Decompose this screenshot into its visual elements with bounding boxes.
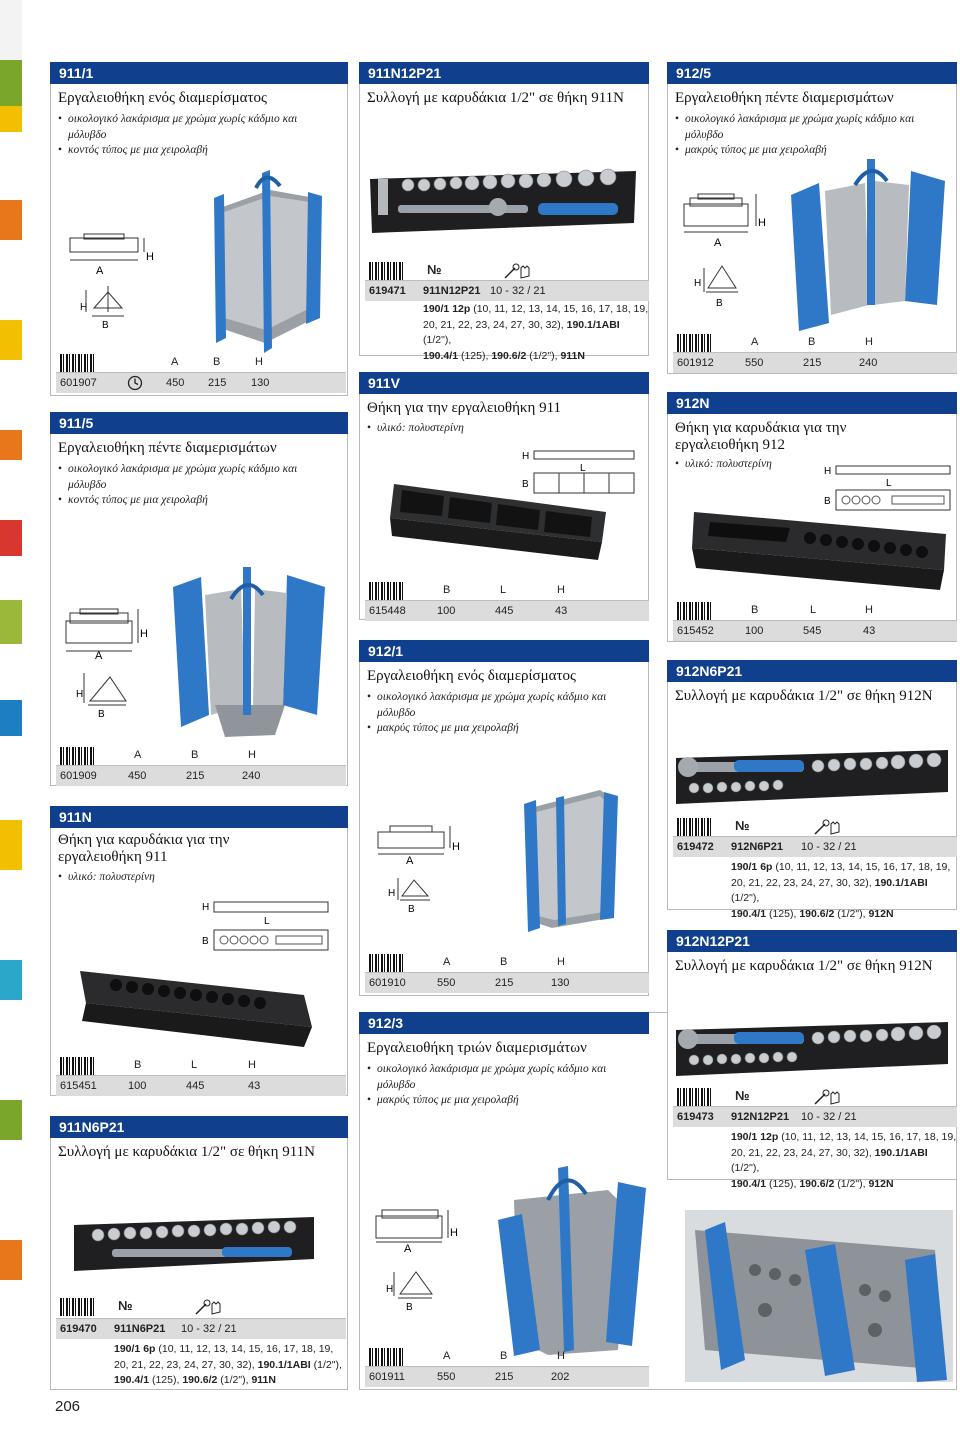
product-title-line: εργαλειοθήκη 911 bbox=[58, 849, 168, 865]
article-number: 601910 bbox=[369, 977, 406, 989]
feature-item: • υλικό: πολυστερίνη bbox=[58, 870, 155, 886]
col-h-header: H bbox=[865, 604, 873, 616]
feature-list bbox=[58, 870, 155, 886]
col-b-header: B bbox=[500, 956, 508, 968]
barcode-icon bbox=[369, 954, 403, 972]
feature-item: • υλικό: πολυστερίνη bbox=[675, 457, 772, 473]
svg-text:B: B bbox=[202, 936, 209, 947]
barcode-icon bbox=[60, 354, 94, 372]
set-table bbox=[673, 1086, 957, 1190]
product-code-header: 912N6P21 bbox=[667, 660, 957, 682]
barcode-icon bbox=[677, 818, 711, 836]
feature-list bbox=[367, 690, 606, 737]
col-b-value: 215 bbox=[803, 357, 822, 369]
product-title: Εργαλειοθήκη πέντε διαμερισμάτων bbox=[675, 90, 894, 106]
socket-set-912N6P21-photo bbox=[674, 748, 950, 806]
svg-text:H: H bbox=[76, 689, 84, 700]
svg-text:H: H bbox=[140, 628, 148, 640]
dimension-drawing bbox=[66, 232, 166, 332]
feature-list bbox=[367, 421, 464, 437]
svg-text:B: B bbox=[406, 1302, 413, 1313]
svg-text:A: A bbox=[404, 1243, 412, 1255]
svg-text:L: L bbox=[580, 463, 586, 474]
col-l-header: L bbox=[810, 604, 817, 616]
col-b-value: 100 bbox=[128, 1080, 147, 1092]
insert-tray-911V-photo bbox=[388, 478, 613, 563]
article-number: 619470 bbox=[60, 1323, 97, 1335]
wrench-hand-icon bbox=[503, 262, 531, 280]
svg-text:B: B bbox=[716, 298, 723, 309]
feature-item: • μακρύς τύπος με μια χειρολαβή bbox=[675, 143, 914, 159]
col-h-header: H bbox=[248, 749, 256, 761]
size-range: 10 - 32 / 21 bbox=[181, 1323, 237, 1335]
spec-table bbox=[56, 352, 346, 396]
product-title bbox=[58, 832, 229, 866]
col-b-value: 100 bbox=[437, 605, 456, 617]
col-a-value: 450 bbox=[128, 770, 147, 782]
col-a-value: 550 bbox=[437, 977, 456, 989]
product-code-header: 911N6P21 bbox=[50, 1116, 348, 1138]
product-title-line: εργαλειοθήκη 912 bbox=[675, 437, 786, 453]
col-h-header: H bbox=[557, 584, 565, 596]
feature-item-cont: μόλυβδο bbox=[377, 1078, 416, 1091]
number-symbol: № bbox=[735, 818, 750, 833]
col-h-value: 130 bbox=[551, 977, 570, 989]
product-code-header: 912N12P21 bbox=[667, 930, 957, 952]
barcode-icon bbox=[60, 747, 94, 765]
toolbox-911-1-photo bbox=[200, 168, 335, 358]
spec-table bbox=[365, 580, 649, 622]
toolbox-912-1-photo bbox=[500, 778, 640, 938]
barcode-icon bbox=[369, 1348, 403, 1366]
col-b-value: 215 bbox=[495, 1371, 514, 1383]
wrench-hand-icon bbox=[813, 818, 841, 836]
spec-table bbox=[365, 952, 649, 994]
set-contents: 190/1 6p (10, 11, 12, 13, 14, 15, 16, 17, 18, 19, 20, 21, 22, 23, 24, 27, 30, 32), 190.1/1ABI (1/2"), 190.4/1 (125), 190.6/2 (1/2"), 911N bbox=[114, 1343, 342, 1386]
product-code-header: 911V bbox=[359, 372, 649, 394]
product-code-header: 911/5 bbox=[50, 412, 348, 434]
article-number: 601911 bbox=[369, 1371, 405, 1383]
spec-table bbox=[673, 332, 957, 374]
set-number: 912N12P21 bbox=[731, 1111, 790, 1123]
dimension-drawing bbox=[372, 1206, 492, 1314]
col-l-value: 545 bbox=[803, 625, 822, 637]
size-range: 10 - 32 / 21 bbox=[490, 285, 546, 297]
toolbox-912-3-photo bbox=[478, 1160, 678, 1360]
col-a-value: 450 bbox=[166, 377, 185, 389]
socket-set-911N6P21-photo bbox=[72, 1215, 317, 1277]
svg-text:H: H bbox=[202, 902, 210, 913]
product-title-line: Θήκη για καρυδάκια για την bbox=[58, 832, 230, 848]
product-code-header: 912N bbox=[667, 392, 957, 414]
spec-table bbox=[365, 1346, 649, 1388]
product-code-header: 911N12P21 bbox=[359, 62, 649, 84]
size-range: 10 - 32 / 21 bbox=[801, 841, 857, 853]
svg-text:L: L bbox=[264, 916, 270, 927]
col-h-value: 43 bbox=[555, 605, 568, 617]
dimension-drawing bbox=[374, 824, 494, 916]
svg-text:H: H bbox=[388, 888, 396, 899]
svg-text:B: B bbox=[824, 496, 831, 507]
number-symbol: № bbox=[118, 1298, 133, 1313]
feature-item: • οικολογικό λακάρισμα με χρώμα χωρίς κάδμιο και bbox=[675, 112, 914, 128]
barcode-icon bbox=[369, 262, 403, 280]
dimension-drawing bbox=[680, 192, 780, 312]
col-b-header: B bbox=[751, 604, 759, 616]
socket-set-912N12P21-photo bbox=[674, 1020, 950, 1078]
feature-item: • οικολογικό λακάρισμα με χρώμα χωρίς κάδμιο και bbox=[367, 1062, 606, 1078]
socket-set-911N12P21-photo bbox=[368, 165, 638, 237]
col-b-header: B bbox=[191, 749, 199, 761]
barcode-icon bbox=[677, 602, 711, 620]
clock-icon bbox=[127, 375, 143, 391]
barcode-icon bbox=[60, 1298, 94, 1316]
set-contents: 190/1 6p (10, 11, 12, 13, 14, 15, 16, 17, 18, 19, 20, 21, 22, 23, 24, 27, 30, 32), 190.1/1ABI (1/2"), 190.4/1 (125), 190.6/2 (1/2"), 912N bbox=[731, 861, 951, 920]
article-number: 601907 bbox=[60, 377, 97, 389]
barcode-icon bbox=[677, 1088, 711, 1106]
socket-tray-912N-photo bbox=[690, 498, 950, 593]
feature-item: • οικολογικό λακάρισμα με χρώμα χωρίς κάδμιο και bbox=[58, 462, 297, 478]
dimension-drawing bbox=[200, 896, 332, 954]
svg-text:A: A bbox=[714, 237, 722, 249]
col-b-header: B bbox=[500, 1350, 508, 1362]
feature-list bbox=[58, 462, 297, 509]
number-symbol: № bbox=[735, 1088, 750, 1103]
col-a-header: A bbox=[443, 956, 451, 968]
article-number: 615448 bbox=[369, 605, 406, 617]
product-title: Συλλογή με καρυδάκια 1/2" σε θήκη 912N bbox=[675, 688, 933, 704]
size-range: 10 - 32 / 21 bbox=[801, 1111, 857, 1123]
product-title bbox=[675, 420, 846, 454]
col-b-header: B bbox=[808, 336, 816, 348]
article-number: 619472 bbox=[677, 841, 714, 853]
wrench-hand-icon bbox=[813, 1088, 841, 1106]
set-number: 911N6P21 bbox=[114, 1323, 166, 1335]
feature-list bbox=[367, 1062, 606, 1109]
spec-table bbox=[56, 745, 346, 787]
article-number: 615452 bbox=[677, 625, 714, 637]
svg-text:H: H bbox=[80, 302, 88, 313]
col-b-header: B bbox=[213, 356, 221, 368]
svg-text:H: H bbox=[522, 451, 530, 462]
product-title: Εργαλειοθήκη πέντε διαμερισμάτων bbox=[58, 440, 277, 456]
set-table bbox=[673, 816, 957, 920]
set-number: 912N6P21 bbox=[731, 841, 783, 853]
svg-text:H: H bbox=[824, 466, 832, 477]
col-h-header: H bbox=[248, 1059, 256, 1071]
col-b-header: B bbox=[134, 1059, 142, 1071]
product-code-header: 912/1 bbox=[359, 640, 649, 662]
product-code-header: 912/5 bbox=[667, 62, 957, 84]
feature-item: • οικολογικό λακάρισμα με χρώμα χωρίς κάδμιο και bbox=[58, 112, 297, 128]
feature-item: • υλικό: πολυστερίνη bbox=[367, 421, 464, 437]
feature-item-cont: μόλυβδο bbox=[68, 128, 107, 141]
socket-tray-911N-photo bbox=[76, 955, 316, 1050]
col-l-header: L bbox=[191, 1059, 198, 1071]
feature-list bbox=[58, 112, 297, 159]
barcode-icon bbox=[369, 582, 403, 600]
product-title: Συλλογή με καρυδάκια 1/2" σε θήκη 911N bbox=[367, 90, 624, 106]
feature-item: • μακρύς τύπος με μια χειρολαβή bbox=[367, 721, 606, 737]
svg-text:H: H bbox=[452, 841, 460, 853]
set-contents: 190/1 12p (10, 11, 12, 13, 14, 15, 16, 17, 18, 19, 20, 21, 22, 23, 24, 27, 30, 32), 190.1/1ABI (1/2"), 190.4/1 (125), 190.6/2 (1/2"), 911N bbox=[423, 303, 649, 362]
product-code-header: 911N bbox=[50, 806, 348, 828]
barcode-icon bbox=[60, 1057, 94, 1075]
product-title: Θήκη για την εργαλειοθήκη 911 bbox=[367, 400, 562, 416]
col-h-value: 240 bbox=[242, 770, 261, 782]
dimension-drawing bbox=[62, 607, 162, 719]
col-a-value: 550 bbox=[745, 357, 764, 369]
col-b-value: 215 bbox=[495, 977, 514, 989]
col-l-value: 445 bbox=[186, 1080, 205, 1092]
svg-text:H: H bbox=[694, 278, 702, 289]
set-contents: 190/1 12p (10, 11, 12, 13, 14, 15, 16, 17, 18, 19, 20, 21, 22, 23, 24, 27, 30, 32), 190.1/1ABI (1/2"), 190.4/1 (125), 190.6/2 (1/2"), 912N bbox=[731, 1131, 957, 1190]
feature-item: • μακρύς τύπος με μια χειρολαβή bbox=[367, 1093, 606, 1109]
set-table bbox=[56, 1296, 346, 1390]
col-h-header: H bbox=[557, 1350, 565, 1362]
feature-item-cont: μόλυβδο bbox=[685, 128, 724, 141]
svg-text:B: B bbox=[98, 709, 105, 719]
feature-item: • οικολογικό λακάρισμα με χρώμα χωρίς κάδμιο και bbox=[367, 690, 606, 706]
set-table bbox=[365, 260, 649, 362]
col-h-header: H bbox=[865, 336, 873, 348]
svg-text:B: B bbox=[102, 320, 109, 331]
col-b-value: 215 bbox=[186, 770, 205, 782]
svg-text:H: H bbox=[146, 251, 154, 263]
product-title: Εργαλειοθήκη ενός διαμερίσματος bbox=[58, 90, 267, 106]
product-title: Συλλογή με καρυδάκια 1/2" σε θήκη 912N bbox=[675, 958, 933, 974]
col-a-header: A bbox=[751, 336, 759, 348]
toolbox-912-3-filled-photo bbox=[685, 1210, 953, 1382]
toolbox-911-5-photo bbox=[165, 565, 335, 740]
svg-text:A: A bbox=[95, 650, 103, 662]
color-stripe bbox=[0, 0, 22, 1450]
page-number: 206 bbox=[55, 1398, 81, 1415]
spec-table bbox=[56, 1055, 346, 1097]
product-title: Συλλογή με καρυδάκια 1/2" σε θήκη 911N bbox=[58, 1144, 315, 1160]
feature-item-cont: μόλυβδο bbox=[377, 706, 416, 719]
feature-item: • κοντός τύπος με μια χειρολαβή bbox=[58, 493, 297, 509]
article-number: 619473 bbox=[677, 1111, 714, 1123]
toolbox-912-5-photo bbox=[785, 155, 950, 335]
feature-item-cont: μόλυβδο bbox=[68, 478, 107, 491]
product-title-line: Θήκη για καρυδάκια για την bbox=[675, 420, 847, 436]
svg-text:A: A bbox=[96, 265, 104, 277]
col-h-value: 130 bbox=[251, 377, 270, 389]
col-l-value: 445 bbox=[495, 605, 514, 617]
col-h-header: H bbox=[557, 956, 565, 968]
set-number: 911N12P21 bbox=[423, 285, 481, 297]
svg-text:L: L bbox=[886, 478, 892, 489]
col-h-value: 43 bbox=[863, 625, 876, 637]
col-a-header: A bbox=[171, 356, 179, 368]
col-h-header: H bbox=[255, 356, 263, 368]
feature-item: • κοντός τύπος με μια χειρολαβή bbox=[58, 143, 297, 159]
article-number: 601912 bbox=[677, 357, 714, 369]
feature-list bbox=[675, 112, 914, 159]
article-number: 601909 bbox=[60, 770, 97, 782]
barcode-icon bbox=[677, 334, 711, 352]
col-b-header: B bbox=[443, 584, 451, 596]
svg-text:H: H bbox=[386, 1284, 394, 1295]
svg-text:H: H bbox=[450, 1227, 458, 1239]
col-b-value: 100 bbox=[745, 625, 764, 637]
svg-text:A: A bbox=[406, 855, 414, 867]
product-title: Εργαλειοθήκη τριών διαμερισμάτων bbox=[367, 1040, 587, 1056]
spec-table bbox=[673, 600, 957, 642]
col-a-header: A bbox=[134, 749, 142, 761]
number-symbol: № bbox=[427, 262, 442, 277]
svg-text:B: B bbox=[522, 479, 529, 490]
article-number: 615451 bbox=[60, 1080, 97, 1092]
svg-text:H: H bbox=[758, 217, 766, 229]
product-title: Εργαλειοθήκη ενός διαμερίσματος bbox=[367, 668, 576, 684]
svg-text:B: B bbox=[408, 904, 415, 915]
col-a-header: A bbox=[443, 1350, 451, 1362]
col-a-value: 550 bbox=[437, 1371, 456, 1383]
col-h-value: 202 bbox=[551, 1371, 570, 1383]
article-number: 619471 bbox=[369, 285, 406, 297]
col-l-header: L bbox=[500, 584, 507, 596]
wrench-hand-icon bbox=[194, 1298, 222, 1316]
col-h-value: 240 bbox=[859, 357, 878, 369]
col-b-value: 215 bbox=[208, 377, 227, 389]
product-code-header: 911/1 bbox=[50, 62, 348, 84]
col-h-value: 43 bbox=[248, 1080, 261, 1092]
feature-list bbox=[675, 457, 772, 473]
product-code-header: 912/3 bbox=[359, 1012, 649, 1034]
